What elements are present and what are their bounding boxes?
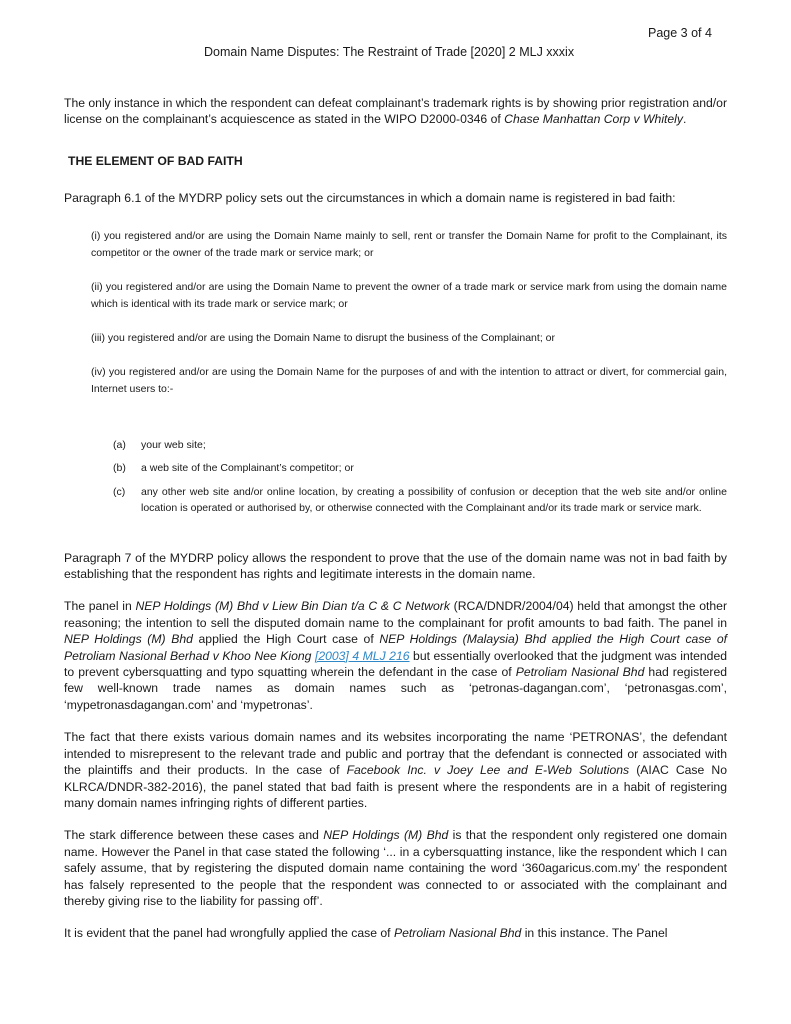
page-number: Page 3 of 4 <box>648 26 712 40</box>
paragraph-stark-difference: The stark difference between these cases and NEP Holdings (M) Bhd is that the respondent only registered one domain name. However the Panel in that case stated the following ‘... in a cybersquatting instance, like the respondent which I can safely assume, that by registering the disputed domain name containing the word ‘360agaricus.com.my’ the respondent has falsely represented to the people that the respondent was connected to or associated with the complainant and thereby giving rise to the liability for passing off’. <box>64 828 727 908</box>
paragraph-petronas: The fact that there exists various domain names and its websites incorporating the name ‘PETRONAS’, the defendant intended to misrepresent to the relevant trade and public and portray that the defendant is connected or associated with the plaintiffs and their products. In the case of Facebook Inc. v Joey Lee and E-Web Solutions (AIAC Case No KLRCA/DNDR-382-2016), the panel stated that bad faith is present where the respondents are in a habit of registering many domain names infringing rights of different parties. <box>64 730 727 810</box>
citation-link[interactable]: [2003] 4 MLJ 216 <box>314 648 410 663</box>
sub-item-a: (a) your web site; <box>113 438 206 451</box>
case-citation: Chase Manhattan Corp v Whitely <box>504 112 683 127</box>
document-body <box>64 95 727 942</box>
running-header: Domain Name Disputes: The Restraint of Trade [2020] 2 MLJ xxxix <box>204 45 575 59</box>
section-heading: THE ELEMENT OF BAD FAITH <box>68 153 243 168</box>
paragraph-evident: It is evident that the panel had wrongfully applied the case of Petroliam Nasional Bhd in this instance. The Panel <box>64 926 668 941</box>
list-item-iv: (iv) you registered and/or are using the Domain Name for the purposes of and with the intention to attract or divert, for commercial gain, Internet users to:- <box>91 365 727 395</box>
sub-item-b: (b) a web site of the Complainant’s competitor; or <box>113 462 354 475</box>
paragraph-7: Paragraph 7 of the MYDRP policy allows the respondent to prove that the use of the domain name was not in bad faith by establishing that the respondent has rights and legitimate interests in the domain name. <box>64 550 727 582</box>
list-item-ii: (ii) you registered and/or are using the Domain Name to prevent the owner of a trade mark or service mark from using the domain name which is identical with its trade mark or service mark; or <box>91 280 727 310</box>
paragraph-6-1: Paragraph 6.1 of the MYDRP policy sets out the circumstances in which a domain name is registered in bad faith: <box>64 191 676 206</box>
list-item-i: (i) you registered and/or are using the Domain Name mainly to sell, rent or transfer the Domain Name for profit to the Complainant, its competitor or the owner of the trade mark or service mark; or <box>91 229 727 259</box>
paragraph-acquiescence: The only instance in which the respondent can defeat complainant’s trademark rights is by showing prior registration and/or license on the complainant’s acquiescence as stated in the WIPO D2000-0346 of Chase Manhattan Corp v Whitely. <box>64 96 727 127</box>
list-item-iii: (iii) you registered and/or are using the Domain Name to disrupt the business of the Complainant; or <box>91 331 555 344</box>
sub-item-c: (c) any other web site and/or online location, by creating a possibility of confusion or deception that the web site and/or online location is operated or authorised by, or otherwise connected with the Complainant and/or its trade mark or service mark. <box>113 485 727 515</box>
paragraph-nep-holdings: The panel in NEP Holdings (M) Bhd v Liew Bin Dian t/a C & C Network (RCA/DNDR/2004/04) held that amongst the other reasoning; the intention to sell the disputed domain name to the complainant for profit amounts to bad faith. The panel in NEP Holdings (M) Bhd applied the High Court case of NEP Holdings (Malaysia) Bhd applied the High Court case of Petroliam Nasional Berhad v Khoo Nee Kiong [2003] 4 MLJ 216 but essentially overlooked that the judgment was intended to prevent cybersquatting and typo squatting wherein the defendant in the case of Petroliam Nasional Bhd had registered few well-known trade names as domain names such as ‘petronas-dagangan.com’, ‘petronasgas.com’, ‘mypetronasdagangan.com’ and ‘mypetronas’. <box>64 599 728 712</box>
